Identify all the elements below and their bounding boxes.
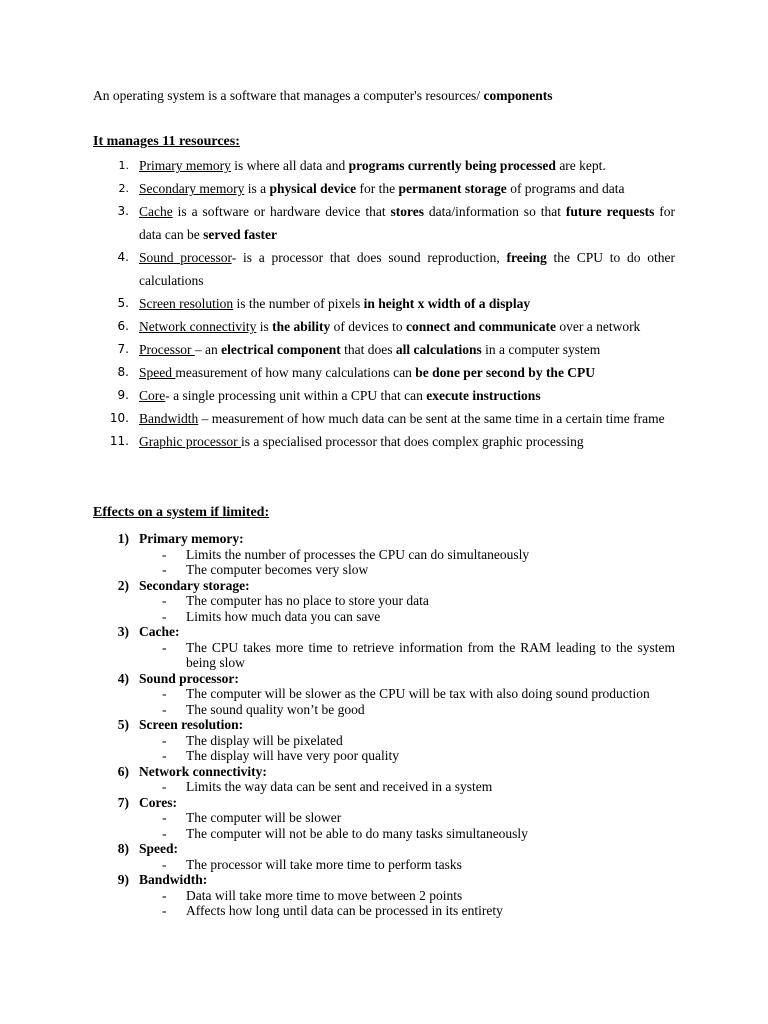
effect-points bbox=[139, 733, 675, 764]
resource-item bbox=[93, 177, 675, 200]
effect-title: Screen resolution: bbox=[139, 717, 244, 732]
effect-points bbox=[139, 593, 675, 624]
resource-number: 7. bbox=[117, 342, 129, 356]
resource-text: in a computer system bbox=[481, 342, 601, 357]
dash-bullet: - bbox=[162, 825, 167, 841]
effect-points bbox=[139, 686, 675, 717]
effect-title: Sound processor: bbox=[139, 670, 239, 686]
resource-number: 5. bbox=[117, 296, 129, 310]
resource-text: data/information so that bbox=[424, 204, 566, 219]
resource-term: Cache bbox=[139, 204, 173, 219]
effect-point-text: The computer will be slower as the CPU will be tax with also doing sound production bbox=[186, 686, 650, 701]
effect-number: 3) bbox=[117, 624, 129, 639]
resource-item bbox=[93, 154, 675, 177]
resource-emphasis: permanent storage bbox=[398, 181, 507, 196]
effects-list bbox=[93, 531, 675, 919]
resource-text: of devices to bbox=[330, 319, 406, 334]
effect-number: 8) bbox=[117, 841, 129, 856]
resource-emphasis: served faster bbox=[203, 227, 277, 242]
resource-item bbox=[93, 361, 675, 384]
resource-emphasis: the ability bbox=[272, 319, 331, 334]
effect-point-text: The processor will take more time to perform tasks bbox=[186, 856, 462, 872]
effect-point bbox=[139, 702, 675, 718]
effect-points bbox=[139, 547, 675, 578]
effect-point bbox=[139, 826, 675, 842]
effect-title: Network connectivity: bbox=[139, 763, 267, 779]
resource-item bbox=[93, 384, 675, 407]
dash-bullet: - bbox=[162, 887, 167, 903]
effect-point-text: The computer will be slower bbox=[186, 810, 342, 825]
effect-title: Speed: bbox=[139, 841, 179, 856]
effect-number: 4) bbox=[117, 670, 129, 686]
resource-text: over a network bbox=[555, 319, 641, 334]
resource-emphasis: connect and communicate bbox=[405, 319, 556, 334]
effect-number: 1) bbox=[117, 531, 129, 546]
resource-text: - is a processor that does sound reproduction, bbox=[231, 250, 507, 265]
effect-number: 2) bbox=[117, 577, 129, 593]
effect-item bbox=[93, 578, 675, 625]
effect-title: Secondary storage: bbox=[139, 577, 250, 593]
resource-emphasis: physical device bbox=[269, 181, 357, 196]
resource-term: Screen resolution bbox=[139, 296, 234, 311]
dash-bullet: - bbox=[162, 593, 167, 608]
effect-title: Primary memory: bbox=[139, 531, 244, 546]
dash-bullet: - bbox=[162, 779, 167, 794]
dash-bullet: - bbox=[162, 748, 167, 763]
effect-point bbox=[139, 562, 675, 578]
resource-text: is a specialised processor that does complex graphic processing bbox=[240, 434, 584, 449]
effect-item bbox=[93, 795, 675, 842]
resource-term: Network connectivity bbox=[139, 319, 257, 334]
resource-number: 3. bbox=[117, 204, 129, 218]
resource-item bbox=[93, 338, 675, 361]
resource-number: 10. bbox=[109, 411, 129, 425]
effect-point-text: The CPU takes more time to retrieve information from the RAM leading to the system being slow bbox=[186, 639, 675, 670]
resource-number: 9. bbox=[117, 388, 129, 402]
resource-text: – an bbox=[194, 342, 222, 357]
resource-emphasis: programs currently being processed bbox=[348, 158, 556, 173]
resource-text: is the number of pixels bbox=[233, 296, 364, 311]
effect-point-text: The computer will not be able to do many tasks simultaneously bbox=[186, 825, 528, 841]
effect-point bbox=[139, 686, 675, 702]
intro-bold: components bbox=[483, 88, 553, 103]
resource-term: Core bbox=[139, 388, 166, 403]
effect-number: 9) bbox=[117, 872, 129, 887]
resource-term: Primary memory bbox=[139, 158, 231, 173]
resource-number: 6. bbox=[117, 319, 129, 333]
resources-heading: It manages 11 resources: bbox=[93, 134, 240, 149]
effect-point bbox=[139, 888, 675, 904]
effect-item bbox=[93, 717, 675, 764]
resource-emphasis: be done per second by the CPU bbox=[415, 365, 596, 380]
effect-point-text: The computer becomes very slow bbox=[186, 562, 369, 577]
resource-item bbox=[93, 246, 675, 292]
resource-term: Graphic processor bbox=[139, 434, 241, 449]
effect-point bbox=[139, 903, 675, 919]
resource-text: the CPU to do other calculations bbox=[139, 250, 675, 288]
effect-point-text: Data will take more time to move between 2 points bbox=[186, 887, 463, 903]
dash-bullet: - bbox=[162, 732, 167, 748]
effect-point-text: Limits the number of processes the CPU can do simultaneously bbox=[186, 546, 530, 562]
effect-item bbox=[93, 872, 675, 919]
effect-points bbox=[139, 888, 675, 919]
resource-term: Processor bbox=[139, 342, 195, 357]
resource-number: 8. bbox=[117, 365, 129, 379]
resources-list bbox=[93, 154, 675, 453]
intro-text: An operating system is a software that manages a computer's resources/ bbox=[93, 88, 484, 103]
resource-text: for data can be bbox=[139, 204, 675, 242]
resource-number: 11. bbox=[109, 434, 129, 448]
resource-number: 1. bbox=[118, 159, 129, 172]
effect-item bbox=[93, 531, 675, 578]
resource-emphasis: in height x width of a display bbox=[363, 296, 531, 311]
effect-point bbox=[139, 609, 675, 625]
effect-points bbox=[139, 640, 675, 671]
effect-point bbox=[139, 779, 675, 795]
effects-heading: Effects on a system if limited: bbox=[93, 505, 270, 520]
resource-text: is a software or hardware device that bbox=[172, 204, 391, 219]
resource-item bbox=[93, 430, 675, 453]
effect-point-text: Affects how long until data can be processed in its entirety bbox=[186, 903, 503, 918]
dash-bullet: - bbox=[162, 639, 167, 655]
resource-item bbox=[93, 407, 675, 430]
effect-point bbox=[139, 857, 675, 873]
effect-point bbox=[139, 547, 675, 563]
effect-point-text: The display will have very poor quality bbox=[186, 748, 399, 763]
resource-term: Speed bbox=[139, 365, 176, 380]
resource-item bbox=[93, 315, 675, 338]
resource-text: measurement of how many calculations can bbox=[175, 365, 416, 380]
effect-point bbox=[139, 748, 675, 764]
effect-number: 6) bbox=[117, 763, 129, 779]
dash-bullet: - bbox=[162, 856, 167, 872]
dash-bullet: - bbox=[162, 686, 167, 701]
effect-title: Cache: bbox=[139, 624, 180, 639]
resource-text: is bbox=[256, 319, 273, 334]
dash-bullet: - bbox=[162, 701, 167, 717]
effect-point-text: Limits the way data can be sent and received in a system bbox=[186, 779, 493, 794]
resource-emphasis: all calculations bbox=[395, 342, 482, 357]
effect-point bbox=[139, 640, 675, 671]
resource-item bbox=[93, 292, 675, 315]
resource-text: - a single processing unit within a CPU that can bbox=[165, 388, 427, 403]
effect-title: Bandwidth: bbox=[139, 872, 208, 887]
effect-points bbox=[139, 810, 675, 841]
effect-number: 5) bbox=[117, 717, 129, 732]
effect-number: 7) bbox=[117, 794, 129, 810]
resource-text: that does bbox=[340, 342, 396, 357]
intro-paragraph bbox=[93, 87, 693, 104]
resource-item bbox=[93, 200, 675, 246]
resource-text: are kept. bbox=[555, 158, 606, 173]
resource-text: for the bbox=[356, 181, 399, 196]
effect-item bbox=[93, 764, 675, 795]
dash-bullet: - bbox=[162, 562, 167, 577]
resource-emphasis: execute instructions bbox=[426, 388, 541, 403]
effect-point bbox=[139, 733, 675, 749]
dash-bullet: - bbox=[162, 546, 167, 562]
effect-points bbox=[139, 779, 675, 795]
resource-text: of programs and data bbox=[506, 181, 625, 196]
effect-item bbox=[93, 624, 675, 671]
resource-term: Bandwidth bbox=[139, 411, 199, 426]
effect-point-text: The display will be pixelated bbox=[186, 732, 343, 748]
effect-item bbox=[93, 671, 675, 718]
dash-bullet: - bbox=[162, 810, 167, 825]
effect-point bbox=[139, 810, 675, 826]
dash-bullet: - bbox=[162, 903, 167, 918]
resource-number: 4. bbox=[117, 250, 129, 264]
effect-point-text: Limits how much data you can save bbox=[186, 608, 381, 624]
resource-term: Sound processor bbox=[139, 250, 232, 265]
resource-text: is where all data and bbox=[230, 158, 349, 173]
resource-text: – measurement of how much data can be sent at the same time in a certain time frame bbox=[198, 411, 665, 426]
resource-term: Secondary memory bbox=[139, 181, 245, 196]
effect-point-text: The computer has no place to store your data bbox=[186, 593, 429, 608]
effect-point bbox=[139, 593, 675, 609]
dash-bullet: - bbox=[162, 608, 167, 624]
resource-text: is a bbox=[244, 181, 270, 196]
resource-number: 2. bbox=[118, 182, 129, 195]
effect-item bbox=[93, 841, 675, 872]
resource-emphasis: future requests bbox=[565, 204, 655, 219]
effect-title: Cores: bbox=[139, 794, 177, 810]
resource-emphasis: stores bbox=[390, 204, 424, 219]
resource-emphasis: freeing bbox=[506, 250, 547, 265]
effect-points bbox=[139, 857, 675, 873]
resource-emphasis: electrical component bbox=[221, 342, 341, 357]
effect-point-text: The sound quality won’t be good bbox=[186, 701, 365, 717]
